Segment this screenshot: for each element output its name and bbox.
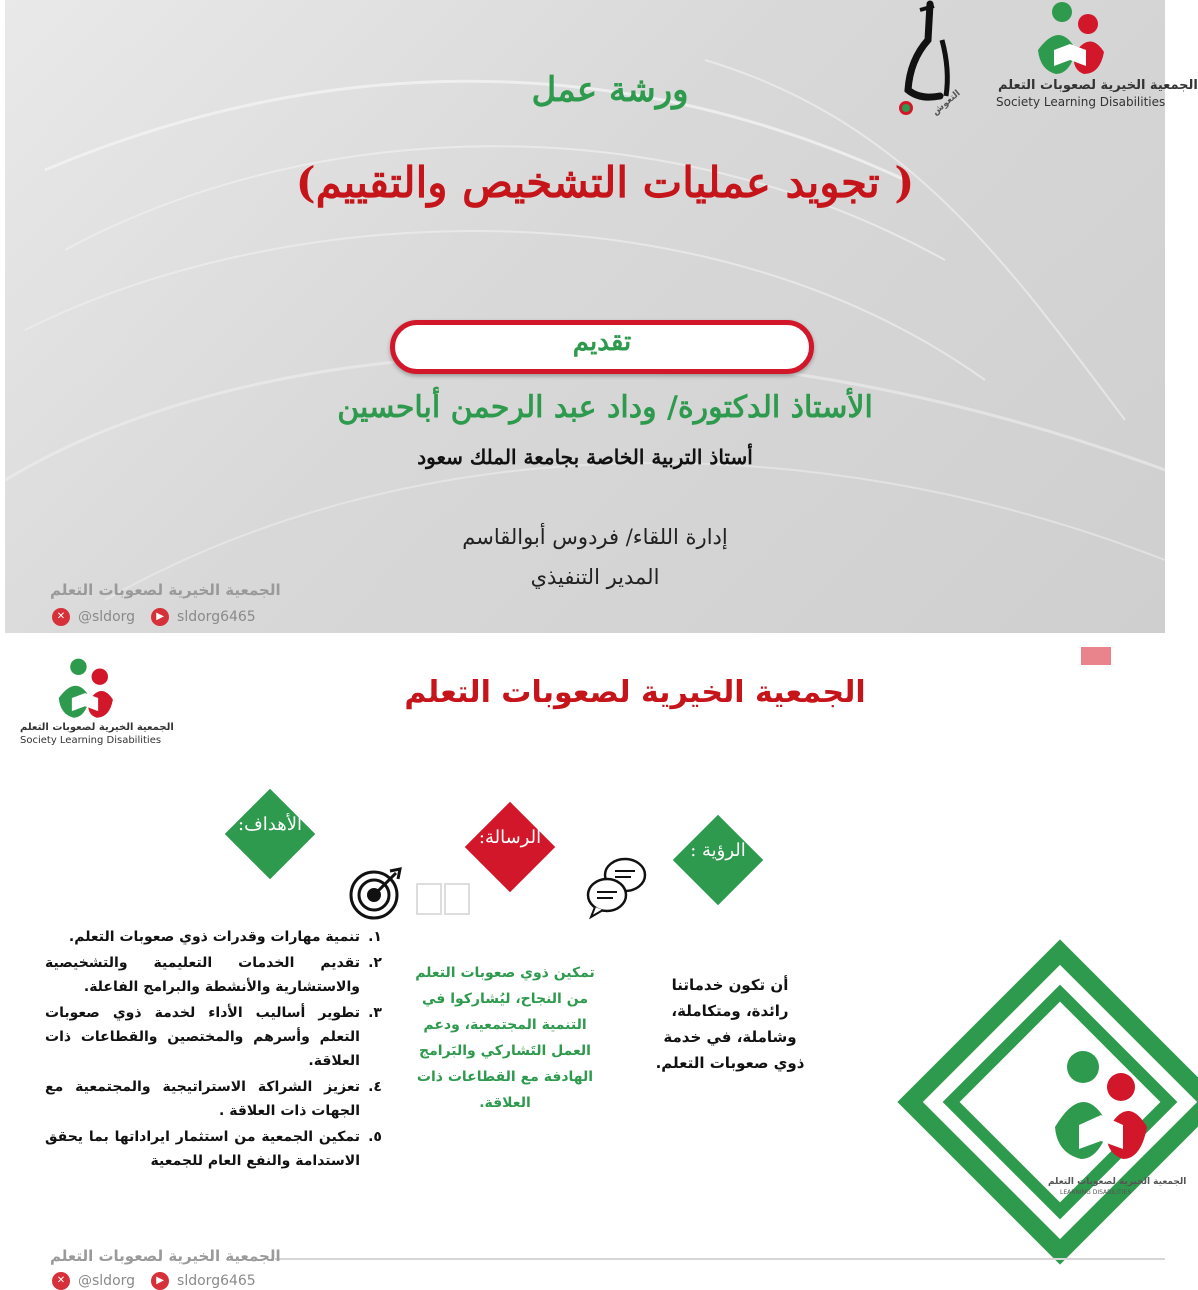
goal-item	[45, 1001, 390, 1073]
corner-accent	[1081, 647, 1111, 665]
goal-item	[45, 1125, 390, 1173]
x-twitter-icon: ✕	[52, 608, 70, 626]
goal-number: ٤.	[368, 1079, 382, 1095]
goal-number: ٥.	[368, 1129, 382, 1145]
goals-list	[45, 925, 390, 1175]
goals-label: الأهداف:	[238, 814, 302, 835]
x-twitter-icon: ✕	[52, 1272, 70, 1290]
youtube-handle[interactable]: sldorg6465	[177, 609, 256, 625]
goals-diamond	[220, 784, 320, 884]
org-logo-name-en: Society Learning Disabilities	[20, 735, 162, 746]
about-slide	[5, 647, 1187, 1289]
moderator: إدارة اللقاء/ فردوس أبوالقاسم	[462, 525, 728, 549]
goal-item	[45, 1075, 390, 1123]
goal-text: تطوير أساليب الأداء لخدمة ذوي صعوبات التعلم وأسرهم والمختصين والقطاعات ذات العلاقة.	[45, 1005, 360, 1069]
presenter-name: الأستاذ الدكتورة/ وداد عبد الرحمن أباحسين	[337, 390, 873, 425]
youtube-icon: ▶	[151, 1272, 169, 1290]
big-logo-name-en: LEARNING DISABILITIES	[1060, 1189, 1132, 1196]
goal-number: ٣.	[368, 1005, 382, 1021]
twitter-handle[interactable]: @sldorg	[78, 609, 136, 625]
goal-number: ٢.	[368, 955, 382, 971]
workshop-label: ورشة عمل	[531, 70, 689, 110]
vision-label: الرؤية :	[690, 840, 746, 861]
mission-label: الرسالة:	[478, 827, 542, 848]
big-logo-diamond	[885, 937, 1165, 1286]
goal-text: تعزيز الشراكة الاستراتيجية والمجتمعية مع الجهات ذات العلاقة .	[45, 1079, 360, 1119]
youtube-handle[interactable]: sldorg6465	[177, 1273, 256, 1289]
presented-by-pill	[390, 320, 814, 374]
vision-diamond	[668, 810, 768, 910]
mission-text: تمكين ذوي صعوبات التعلم من النجاح، ليُشاركوا في التنمية المجتمعية، ودعم العمل التَشاركي والبَرامج الهادفة مع القطاعات ذات العلاقة.	[415, 965, 595, 1111]
goal-text: تمكين الجمعية من استثمار ايراداتها بما يحقق الاستدامة والنفع العام للجمعية	[45, 1129, 360, 1169]
vision-text: أن تكون خدماتنا رائدة، ومتكاملة، وشاملة، في خدمة ذوي صعوبات التعلم.	[655, 976, 805, 1072]
book-icon	[413, 880, 473, 920]
org-logo-name-ar: الجمعية الخيرية لصعوبات التعلم	[998, 78, 1198, 93]
goal-text: تقديم الخدمات التعليمية والتشخيصية والاستشارية والأنشطة والبرامج الفاعلة.	[45, 955, 360, 995]
org-logo-icon	[1030, 0, 1110, 78]
presenter-role: أستاذ التربية الخاصة بجامعة الملك سعود	[417, 445, 753, 469]
footer-org-name: الجمعية الخيرية لصعوبات التعلم	[50, 1247, 281, 1265]
footer-social	[52, 608, 256, 626]
partner-logo-icon	[890, 0, 970, 122]
footer-social	[52, 1272, 256, 1290]
twitter-handle[interactable]: @sldorg	[78, 1273, 136, 1289]
goal-text: تنمية مهارات وقدرات ذوي صعوبات التعلم.	[68, 929, 360, 945]
slide-title: الجمعية الخيرية لصعوبات التعلم	[404, 675, 866, 710]
big-logo-name-ar: الجمعية الخيرية لصعوبات التعلم	[1048, 1177, 1187, 1187]
goal-item	[45, 925, 390, 949]
title-slide	[5, 0, 1198, 633]
org-logo-name-ar: الجمعية الخيرية لصعوبات التعلم	[20, 722, 174, 733]
moderator-role: المدير التنفيذي	[530, 565, 660, 589]
org-logo-icon	[50, 657, 120, 721]
mission-diamond	[460, 797, 560, 897]
goal-number: ١.	[368, 929, 382, 945]
org-logo-name-en: Society Learning Disabilities	[996, 95, 1166, 109]
presented-by-label: تقديم	[572, 327, 632, 357]
footer-org-name: الجمعية الخيرية لصعوبات التعلم	[50, 581, 281, 599]
partner-logo-text: التعوش	[930, 88, 963, 118]
target-icon	[348, 865, 404, 921]
youtube-icon: ▶	[151, 608, 169, 626]
slide-title: ( تجويد عمليات التشخيص والتقييم)	[295, 158, 915, 207]
footer-divider	[275, 1258, 1165, 1260]
goal-item	[45, 951, 390, 999]
chat-bubbles-icon	[585, 855, 649, 919]
